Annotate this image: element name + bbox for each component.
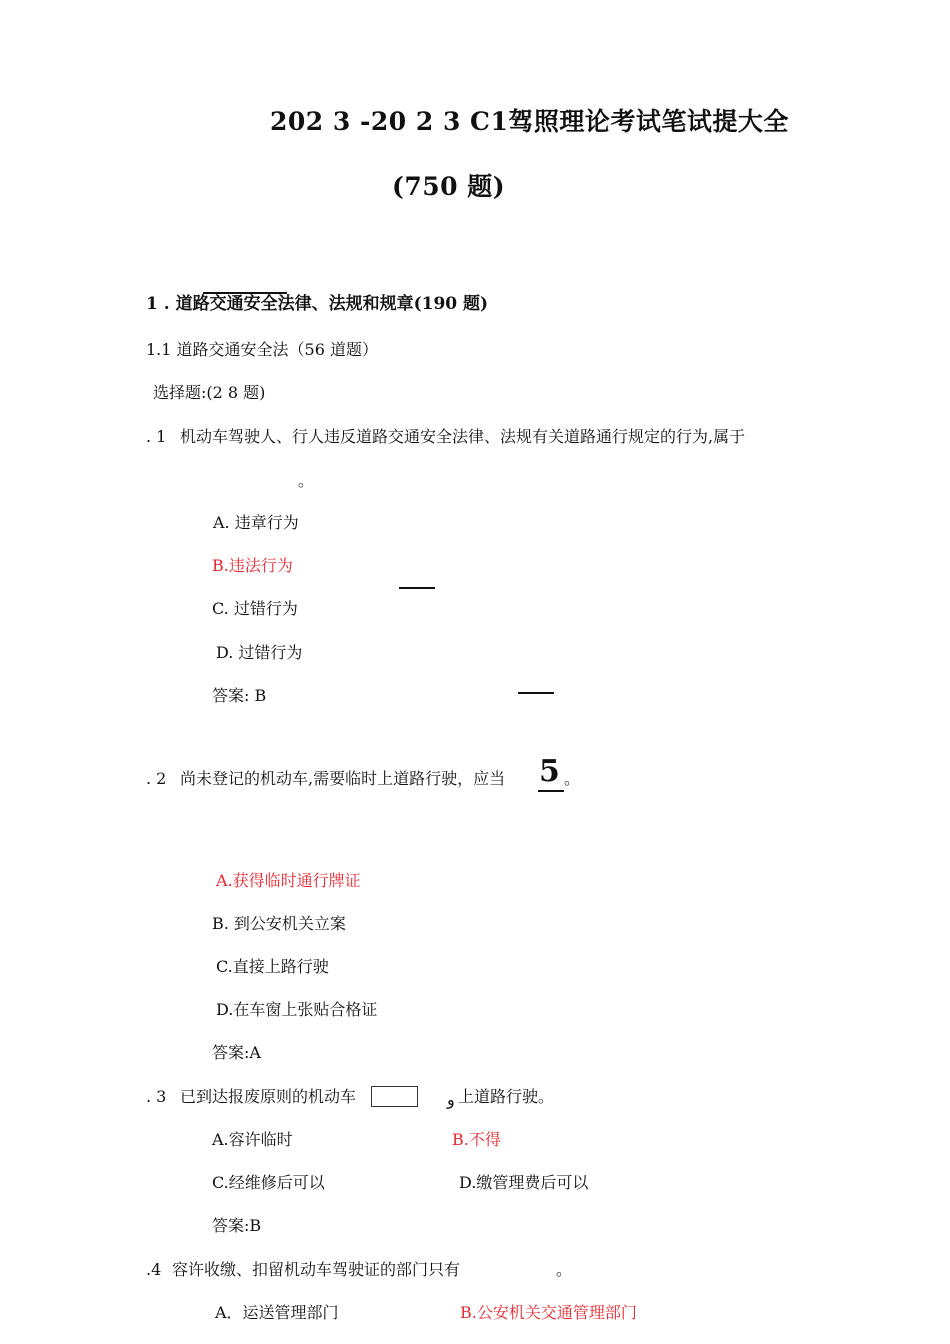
document-title: 202 3 -20 2 3 C1驾照理论考试笔试提大全	[270, 107, 789, 136]
question-2-number: . 2	[146, 769, 167, 788]
document-subtitle: (750 题)	[392, 172, 506, 201]
question-1-option-d: D. 过错行为	[216, 643, 303, 662]
question-3-tail: 上道路行驶。	[458, 1087, 555, 1106]
question-3-option-c: C.经维修后可以	[212, 1173, 325, 1192]
heading-overline	[203, 292, 287, 294]
question-2-tail: 。	[564, 769, 581, 788]
question-1-number: . 1	[146, 427, 167, 446]
question-3-blank-box	[371, 1086, 418, 1107]
question-2-blank-mark: 5	[539, 754, 560, 789]
question-4-text: 容许收缴、扣留机动车驾驶证的部门只有	[172, 1260, 461, 1279]
question-3-option-b: B.不得	[452, 1130, 501, 1149]
question-3-option-a: A.容许临时	[212, 1130, 293, 1149]
question-4-tail: 。	[556, 1260, 573, 1279]
scan-mark-dash	[518, 692, 554, 694]
question-3-option-d: D.缴管理费后可以	[459, 1173, 589, 1192]
question-1-text: 机动车驾驶人、行人违反道路交通安全法律、法规有关道路通行规定的行为,属于	[180, 427, 746, 446]
question-2-option-d: D.在车窗上张贴合格证	[216, 1000, 378, 1019]
question-2-blank-underline	[538, 790, 564, 792]
question-3-number: . 3	[146, 1087, 167, 1106]
subsection-heading: 1.1 道路交通安全法（56 道题）	[146, 340, 378, 359]
question-1-answer: 答案: B	[212, 686, 267, 705]
question-1-option-b: B.违法行为	[212, 556, 293, 575]
question-3-answer: 答案:B	[212, 1216, 262, 1235]
question-4-option-b: B.公安机关交通管理部门	[460, 1303, 637, 1322]
question-4-number: .4	[146, 1260, 162, 1279]
question-3-blank-mark: و	[447, 1090, 455, 1109]
question-1-option-c: C. 过错行为	[212, 599, 298, 618]
question-2-answer: 答案:A	[212, 1043, 261, 1062]
scan-mark-dash	[399, 587, 435, 589]
question-2-option-a: A.获得临时通行牌证	[216, 871, 361, 890]
question-2-text: 尚未登记的机动车,需要临时上道路行驶，应当	[180, 769, 506, 788]
question-2-option-b: B. 到公安机关立案	[212, 914, 346, 933]
question-2-option-c: C.直接上路行驶	[216, 957, 329, 976]
question-1-option-a: A. 违章行为	[213, 513, 299, 532]
question-type-label: 选择题:(2 8 题)	[153, 383, 266, 402]
section-heading: 1 . 道路交通安全法律、法规和规章(190 题)	[146, 294, 489, 314]
question-1-continuation: 。	[298, 471, 315, 490]
question-3-text: 已到达报废原则的机动车	[180, 1087, 357, 1106]
question-4-option-a: A．运送管理部门	[215, 1303, 339, 1322]
